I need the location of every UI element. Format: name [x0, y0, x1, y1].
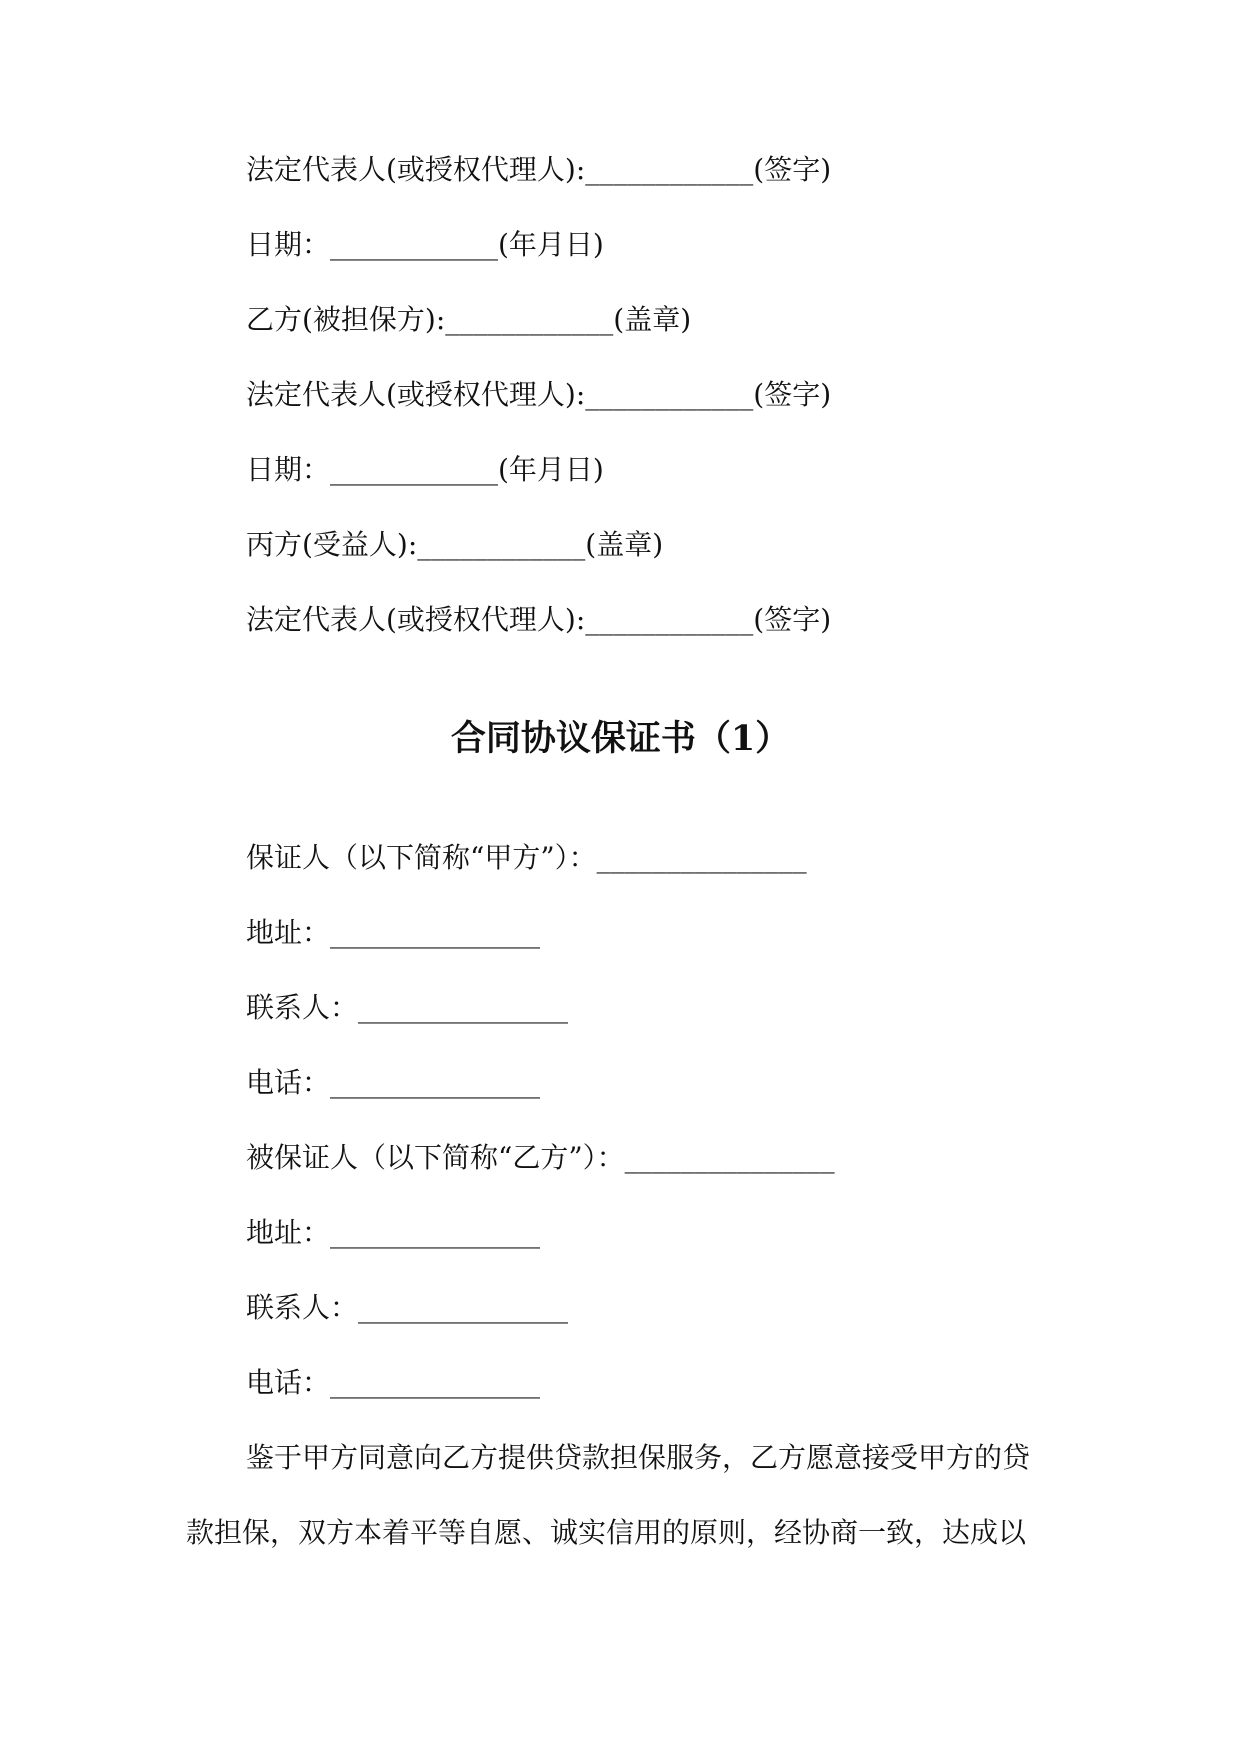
signature-line-party-c: 丙方(受益人):____________(盖章)	[246, 528, 664, 561]
field-guaranteed-phone: 电话：_______________	[246, 1366, 541, 1399]
field-guarantor-phone: 电话：_______________	[246, 1066, 541, 1099]
field-guaranteed-party: 被保证人（以下简称“乙方”）：_______________	[246, 1141, 835, 1174]
document-title: 合同协议保证书（1）	[450, 718, 791, 759]
signature-line-date-1: 日期：____________(年月日)	[246, 228, 604, 261]
signature-line-legal-rep-1: 法定代表人(或授权代理人):____________(签字)	[246, 153, 832, 186]
signature-line-legal-rep-3: 法定代表人(或授权代理人):____________(签字)	[246, 603, 832, 636]
signature-line-legal-rep-2: 法定代表人(或授权代理人):____________(签字)	[246, 378, 832, 411]
body-paragraph-line-2: 款担保，双方本着平等自愿、诚实信用的原则，经协商一致，达成以	[186, 1516, 1027, 1549]
signature-line-date-2: 日期：____________(年月日)	[246, 453, 604, 486]
field-guarantor-contact: 联系人：_______________	[246, 991, 569, 1024]
field-guaranteed-contact: 联系人：_______________	[246, 1291, 569, 1324]
body-paragraph-line-1: 鉴于甲方同意向乙方提供贷款担保服务，乙方愿意接受甲方的贷	[246, 1441, 1031, 1474]
field-guaranteed-address: 地址：_______________	[246, 1216, 541, 1249]
signature-line-party-b: 乙方(被担保方):____________(盖章)	[246, 303, 692, 336]
field-guarantor: 保证人（以下简称“甲方”）：_______________	[246, 841, 807, 874]
field-guarantor-address: 地址：_______________	[246, 916, 541, 949]
